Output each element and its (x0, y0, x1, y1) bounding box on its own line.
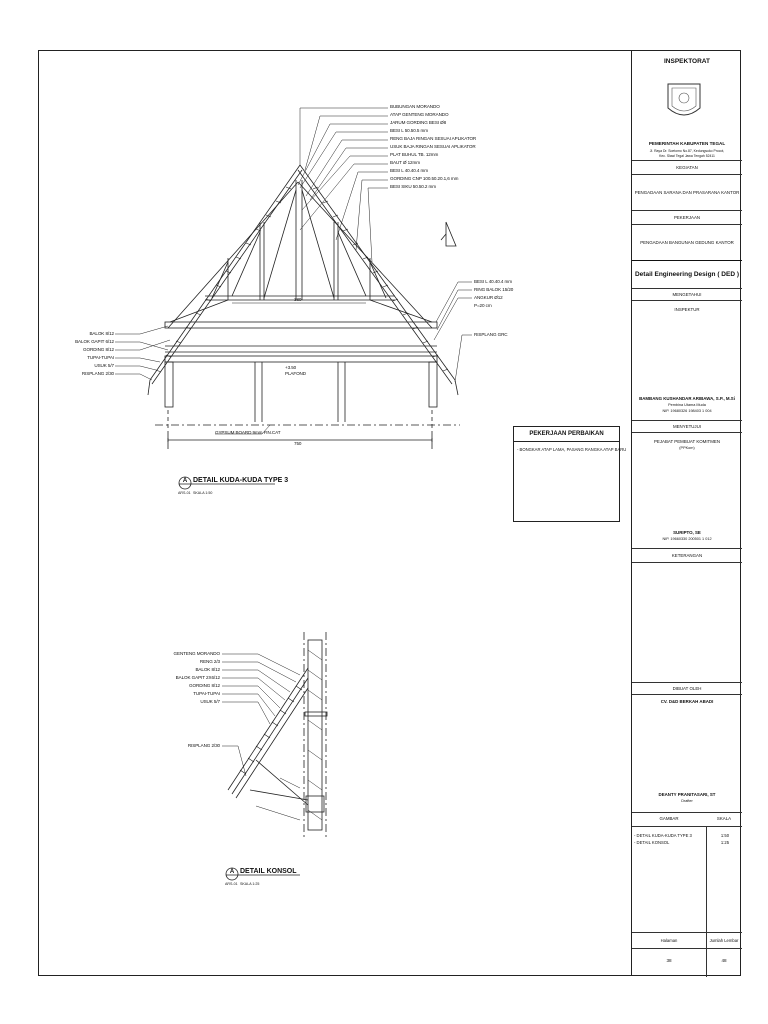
span-dimension: 750 (294, 441, 302, 446)
address-line1: Jl. Raya Dr. Soetomo No.87, Kedungsuko Procot, (649, 149, 725, 153)
menyetujui-section (632, 432, 742, 548)
truss-label: BESI SIKU 50.50.2 mm (390, 184, 436, 189)
address-line2: Kec. Slawi Tegal Jawa Tengah 52411 (659, 154, 715, 158)
truss-label: GORDING CNP 100.50.20.1,6 mm (390, 176, 459, 181)
drawing-item: - DETAIL KONSOL (634, 840, 670, 845)
menyetujui-label: MENYETUJUI (632, 420, 742, 432)
title-block (631, 50, 741, 976)
konsol-label: USUK 5/7 (200, 699, 220, 704)
ppk-abbr: (PPKom) (679, 446, 695, 450)
truss-label: BAUT Ø 12mm (390, 160, 420, 165)
konsol-section-mark: A (229, 869, 235, 875)
drafter-role: Drafter (681, 799, 693, 803)
konsol-label: GORDING 8/12 (189, 683, 220, 688)
ppk-role: PEJABAT PEMBUAT KOMITMEN (653, 439, 721, 444)
keterangan-area (632, 562, 742, 682)
dibuat-label: DIBUAT OLEH (632, 682, 742, 694)
inspektur-rank: Pembina Utama Muda (668, 403, 706, 407)
note-title: PEKERJAAN PERBAIKAN (514, 427, 619, 442)
truss-section-mark: A (182, 478, 188, 484)
ppk-nip: NIP. 19660330 200501 1 012 (662, 537, 712, 541)
emblem-icon (632, 65, 742, 101)
plafond-label: PLAFOND (285, 371, 306, 376)
note-text: - BONGKAR ATAP LAMA, PASANG RANGKA ATAP BARU (517, 447, 627, 452)
truss-label: JARUM GORDING BESI Ø8 (390, 120, 447, 125)
drawings-list (632, 826, 742, 932)
konsol-label: TUPAI-TUPAI (193, 691, 220, 696)
drafter-name: DEANTY PRANITASARI, ST (658, 792, 716, 797)
pekerjaan-label: PEKERJAAN (632, 210, 742, 224)
truss-label: BUBUNGAN MORANDO (390, 104, 440, 109)
inspektur-role: INSPEKTUR (674, 307, 700, 312)
truss-scale: SKALA 1:50 (193, 491, 213, 495)
truss-label: RING BALOK 15/20 (474, 287, 514, 292)
ded-title: Detail Engineering Design ( DED ) (632, 260, 742, 288)
konsol-sheet-ref: ARS-01 (225, 882, 238, 886)
truss-title: DETAIL KUDA-KUDA TYPE 3 (193, 477, 289, 484)
drawing-item: - DETAIL KUDA-KUDA TYPE 3 (634, 833, 692, 838)
konsol-title: DETAIL KONSOL (240, 868, 297, 875)
konsol-label: GENTENG MORANDO (173, 651, 220, 656)
skala-label: SKALA (716, 816, 732, 821)
jumlah-value: 48 (721, 958, 727, 963)
kegiatan-value: PENGADAAN SARANA DAN PRASARANA KANTOR (632, 174, 742, 210)
jumlah-label: Jumlah Lembar (709, 938, 739, 943)
gambar-label: GAMBAR (659, 816, 679, 821)
truss-label: BALOK GAPIT 6/12 (75, 339, 114, 344)
plafond-level: +3.50 (285, 365, 297, 370)
consultant-name: CV. D&D BERKAH ABADI (660, 699, 714, 704)
gypsum-label: GYPSUM BOARD 9mm FIN.CAT (215, 430, 281, 435)
gambar-header (632, 812, 742, 826)
page-labels (632, 932, 742, 948)
truss-label: RENG BAJA RINGAN SESUAI APLIKATOR (390, 136, 477, 141)
truss-label: ANGKUR Ø12 (474, 295, 503, 300)
kegiatan-label: KEGIATAN (632, 160, 742, 174)
government-name: PEMERINTAH KABUPATEN TEGAL (648, 141, 726, 146)
truss-label: P=20 cm (474, 303, 492, 308)
truss-label: PLAT BUHUL TB. 12mm (390, 152, 439, 157)
truss-sheet-ref: ARS-01 (178, 491, 191, 495)
tie-span-dimension: 380 (294, 297, 302, 302)
mengetahui-label: MENGETAHUI (632, 288, 742, 300)
konsol-label: RENG 2/3 (199, 659, 220, 664)
truss-label: BESI L 40.40.4 mm (390, 168, 428, 173)
repair-note-box (513, 426, 627, 522)
konsol-scale: SKALA 1:25 (240, 882, 260, 886)
halaman-label: Halaman (660, 938, 678, 943)
truss-label: BALOK 8/12 (89, 331, 114, 336)
truss-label: USUK BAJA RINGAN SESUAI APLIKATOR (390, 144, 476, 149)
drawing-scale: 1:50 (720, 833, 730, 838)
truss-label: GORDING 8/12 (83, 347, 114, 352)
truss-label: BESI L 40.40.4 mm (474, 279, 512, 284)
konsol-label: BALOK GAPIT 2X6/12 (175, 675, 220, 680)
truss-label: BESI L 50.50.5 mm (390, 128, 428, 133)
truss-label: TUPAI-TUPAI (87, 355, 114, 360)
keterangan-label: KETERANGAN (632, 548, 742, 562)
konsol-label: BALOK 8/12 (195, 667, 220, 672)
truss-label: RISPLANG 2/30 (81, 371, 114, 376)
konsol-drawing (222, 632, 327, 840)
inspektur-name: BAMBANG KUSHANDAR ARIBAWA, S.P., M.Si (639, 396, 735, 401)
inspektur-nip: NIP. 19680326 198403 1 004 (662, 409, 712, 413)
konsol-label: RISPLANG 2/30 (187, 743, 220, 748)
truss-label: USUK 5/7 (94, 363, 114, 368)
mengetahui-section (632, 300, 742, 420)
agency-name: INSPEKTORAT (664, 58, 710, 65)
truss-label: RISPLANG GRC (474, 332, 508, 337)
pekerjaan-value: PENGADAAN BANGUNAN GEDUNG KANTOR (632, 224, 742, 260)
halaman-value: 38 (666, 958, 672, 963)
truss-label: ATAP GENTENG MORANDO (390, 112, 449, 117)
page-values (632, 948, 742, 976)
drawing-scale: 1:25 (720, 840, 730, 845)
ppk-name: SURIPTO, SE (673, 530, 701, 535)
dibuat-section (632, 694, 742, 812)
